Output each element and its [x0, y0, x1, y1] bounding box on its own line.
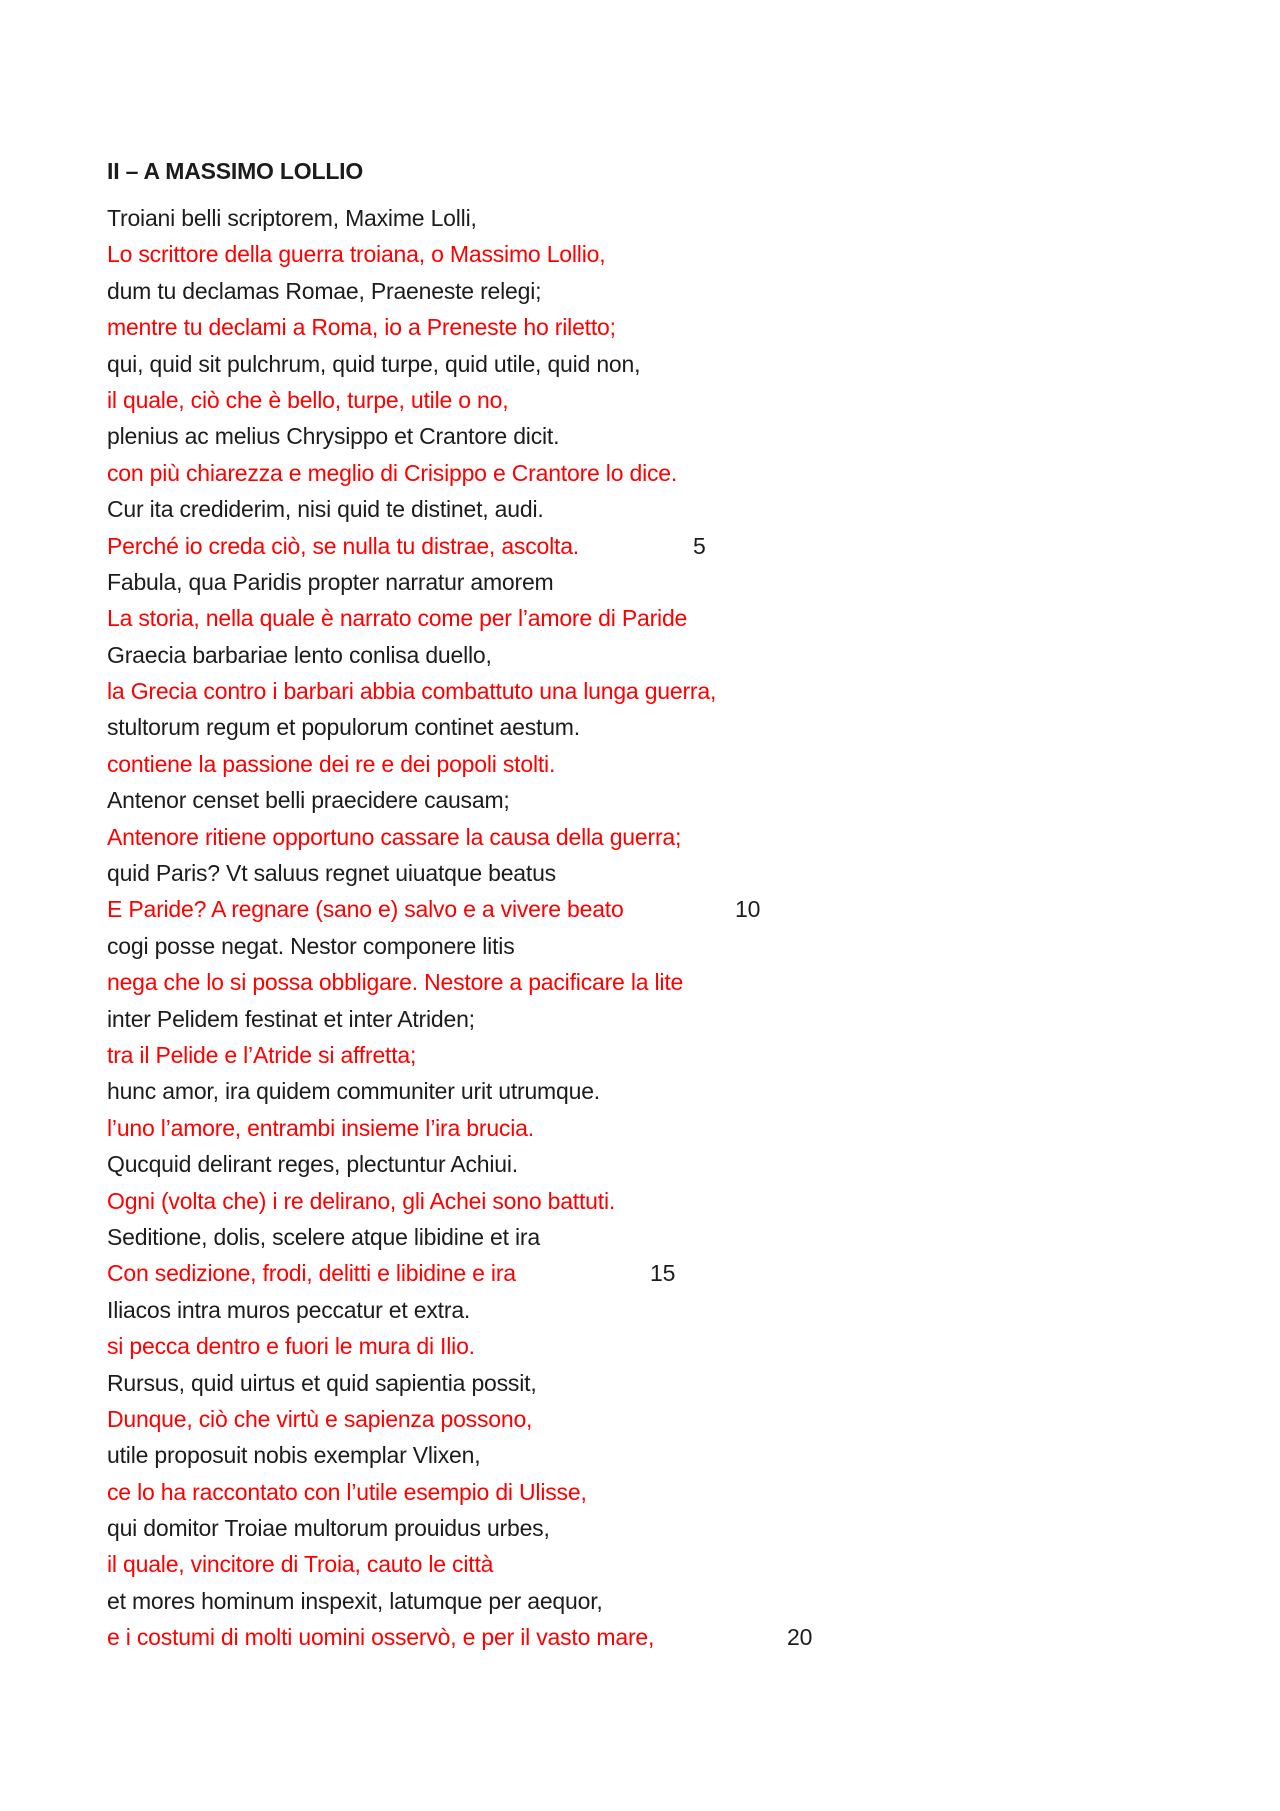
poem-line [107, 564, 1207, 600]
poem-line [107, 1146, 1207, 1182]
poem-line [107, 964, 1207, 1000]
poem-line [107, 1255, 1207, 1291]
verse-number: 5 [693, 532, 706, 559]
poem-line [107, 891, 1207, 927]
poem-line-text: Antenore ritiene opportuno cassare la causa della guerra; [107, 823, 682, 850]
poem-line [107, 273, 1207, 309]
poem-line-text: Dunque, ciò che virtù e sapienza possono, [107, 1405, 533, 1432]
poem-line-text: contiene la passione dei re e dei popoli stolti. [107, 750, 556, 777]
poem-line [107, 528, 1207, 564]
poem-lines [107, 200, 1207, 1656]
poem-line [107, 673, 1207, 709]
poem-line-text: Seditione, dolis, scelere atque libidine et ira [107, 1223, 540, 1250]
poem-line-text: La storia, nella quale è narrato come per l’amore di Paride [107, 605, 688, 632]
poem-line [107, 346, 1207, 382]
poem-line-text: stultorum regum et populorum continet aestum. [107, 714, 580, 741]
poem-line [107, 819, 1207, 855]
poem-line-text: Qucquid delirant reges, plectuntur Achiui. [107, 1151, 518, 1178]
poem-line-text: Iliacos intra muros peccatur et extra. [107, 1296, 471, 1323]
poem-line [107, 709, 1207, 745]
poem-line-text: l’uno l’amore, entrambi insieme l’ira brucia. [107, 1114, 534, 1141]
poem-line-text: et mores hominum inspexit, latumque per aequor, [107, 1587, 603, 1614]
poem-line [107, 1365, 1207, 1401]
poem-line [107, 236, 1207, 272]
poem-line-text: Rursus, quid uirtus et quid sapientia possit, [107, 1369, 537, 1396]
poem-line [107, 600, 1207, 636]
poem-line-text: Con sedizione, frodi, delitti e libidine e ira [107, 1260, 516, 1287]
poem-line-text: Lo scrittore della guerra troiana, o Massimo Lollio, [107, 241, 606, 268]
poem-line [107, 637, 1207, 673]
poem-line-text: qui, quid sit pulchrum, quid turpe, quid utile, quid non, [107, 350, 641, 377]
poem-line-text: il quale, vincitore di Troia, cauto le città [107, 1551, 494, 1578]
poem-line-text: mentre tu declami a Roma, io a Preneste ho riletto; [107, 314, 616, 341]
verse-number: 10 [735, 896, 761, 923]
poem-line-text: tra il Pelide e l’Atride si affretta; [107, 1041, 417, 1068]
poem-title: II – A MASSIMO LOLLIO [107, 158, 364, 184]
poem-line [107, 200, 1207, 236]
poem-line [107, 309, 1207, 345]
poem-line-text: inter Pelidem festinat et inter Atriden; [107, 1005, 475, 1032]
poem-line-text: Antenor censet belli praecidere causam; [107, 787, 510, 814]
poem-line-text: dum tu declamas Romae, Praeneste relegi; [107, 277, 542, 304]
poem-line [107, 1110, 1207, 1146]
poem-line [107, 1219, 1207, 1255]
poem-line-text: Cur ita crediderim, nisi quid te distinet, audi. [107, 496, 544, 523]
poem-line-text: cogi posse negat. Nestor componere litis [107, 932, 515, 959]
poem-line-text: ce lo ha raccontato con l’utile esempio di Ulisse, [107, 1478, 587, 1505]
poem-line [107, 382, 1207, 418]
poem-line-text: quid Paris? Vt saluus regnet uiuatque beatus [107, 860, 556, 887]
poem-line-text: Fabula, qua Paridis propter narratur amorem [107, 568, 554, 595]
poem-line [107, 1401, 1207, 1437]
poem-line-text: nega che lo si possa obbligare. Nestore a pacificare la lite [107, 969, 684, 996]
poem-line [107, 1474, 1207, 1510]
verse-number: 20 [787, 1624, 813, 1651]
poem-line [107, 1037, 1207, 1073]
poem-line [107, 746, 1207, 782]
poem-line [107, 418, 1207, 454]
poem-line-text: Ogni (volta che) i re delirano, gli Achei sono battuti. [107, 1187, 616, 1214]
poem-line-text: E Paride? A regnare (sano e) salvo e a vivere beato [107, 896, 624, 923]
poem-line-text: con più chiarezza e meglio di Crisippo e Crantore lo dice. [107, 459, 678, 486]
poem-line [107, 1619, 1207, 1655]
poem-line [107, 1437, 1207, 1473]
poem-line [107, 855, 1207, 891]
poem-line-text: hunc amor, ira quidem communiter urit utrumque. [107, 1078, 600, 1105]
poem-line-text: e i costumi di molti uomini osservò, e per il vasto mare, [107, 1624, 655, 1651]
poem-line-text: utile proposuit nobis exemplar Vlixen, [107, 1442, 481, 1469]
poem-line-text: plenius ac melius Chrysippo et Crantore dicit. [107, 423, 560, 450]
poem-line-text: la Grecia contro i barbari abbia combattuto una lunga guerra, [107, 678, 717, 705]
poem-line [107, 1546, 1207, 1582]
poem-line [107, 1510, 1207, 1546]
poem-line [107, 1583, 1207, 1619]
poem-content [107, 153, 1207, 1656]
poem-line [107, 1001, 1207, 1037]
poem-line [107, 782, 1207, 818]
poem-line [107, 928, 1207, 964]
poem-line-text: Perché io creda ciò, se nulla tu distrae, ascolta. [107, 532, 579, 559]
poem-line [107, 491, 1207, 527]
poem-line [107, 1073, 1207, 1109]
poem-line [107, 1328, 1207, 1364]
poem-line-text: qui domitor Troiae multorum prouidus urbes, [107, 1515, 550, 1542]
poem-line-text: il quale, ciò che è bello, turpe, utile o no, [107, 386, 509, 413]
poem-line-text: Graecia barbariae lento conlisa duello, [107, 641, 492, 668]
poem-line-text: Troiani belli scriptorem, Maxime Lolli, [107, 205, 477, 231]
poem-line-text: si pecca dentro e fuori le mura di Ilio. [107, 1333, 475, 1360]
verse-number: 15 [650, 1260, 676, 1287]
poem-line [107, 1183, 1207, 1219]
poem-line [107, 1292, 1207, 1328]
poem-line [107, 455, 1207, 491]
